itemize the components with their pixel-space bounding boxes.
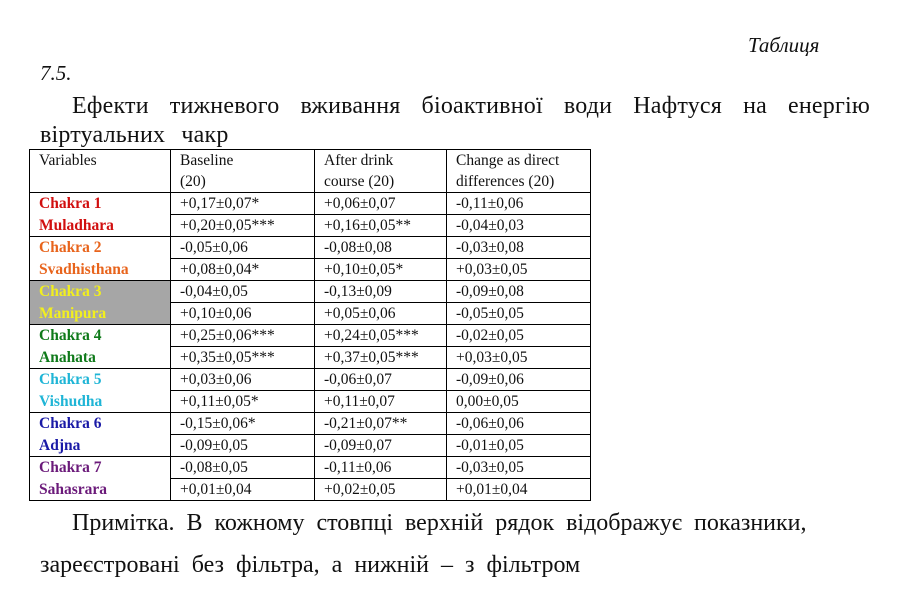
after-drink-cell: -0,08±0,08 [315,237,447,259]
chakra-name-label: Svadhisthana [30,259,171,281]
table-row [30,479,591,501]
table-row [30,413,591,435]
after-drink-cell: -0,06±0,07 [315,369,447,391]
baseline-cell: -0,15±0,06* [171,413,315,435]
table-row [30,215,591,237]
baseline-cell: -0,05±0,06 [171,237,315,259]
chakra-name-label: Adjna [30,435,171,457]
change-cell: -0,06±0,06 [447,413,591,435]
change-cell: -0,05±0,05 [447,303,591,325]
chakra-name-label: Muladhara [30,215,171,237]
after-drink-cell: +0,16±0,05** [315,215,447,237]
baseline-cell: +0,17±0,07* [171,193,315,215]
baseline-cell: +0,20±0,05*** [171,215,315,237]
change-cell: -0,01±0,05 [447,435,591,457]
chakra-name-label: Manipura [30,303,171,325]
header-baseline [171,150,315,193]
table-row [30,347,591,369]
header-after-drink-line2: course (20) [324,173,395,190]
header-baseline-line1: Baseline [180,152,234,169]
baseline-cell: +0,08±0,04* [171,259,315,281]
change-cell: +0,03±0,05 [447,347,591,369]
baseline-cell: +0,35±0,05*** [171,347,315,369]
change-cell: -0,09±0,08 [447,281,591,303]
header-change [447,150,591,193]
header-baseline-line2: (20) [180,173,206,190]
baseline-cell: +0,11±0,05* [171,391,315,413]
baseline-cell: +0,01±0,04 [171,479,315,501]
change-cell: -0,03±0,08 [447,237,591,259]
note-line-2: зареєстровані без фільтра, а нижній – з фільтром [40,552,581,578]
table-row [30,457,591,479]
table-caption-word: Таблиця [748,33,820,57]
after-drink-cell: +0,10±0,05* [315,259,447,281]
after-drink-cell: +0,24±0,05*** [315,325,447,347]
change-cell: +0,03±0,05 [447,259,591,281]
baseline-cell: +0,10±0,06 [171,303,315,325]
chakra-name-label: Sahasrara [30,479,171,501]
change-cell: -0,03±0,05 [447,457,591,479]
change-cell: +0,01±0,04 [447,479,591,501]
change-cell: 0,00±0,05 [447,391,591,413]
baseline-cell: -0,09±0,05 [171,435,315,457]
table-row [30,369,591,391]
header-variables-line1: Variables [39,152,97,169]
after-drink-cell: +0,37±0,05*** [315,347,447,369]
table-row [30,325,591,347]
after-drink-cell: +0,11±0,07 [315,391,447,413]
table-row [30,281,591,303]
baseline-cell: -0,04±0,05 [171,281,315,303]
header-change-line2: differences (20) [456,173,555,190]
table-header-row [30,150,591,193]
chakra-number-label: Chakra 3 [30,281,171,303]
header-after-drink-line1: After drink [324,152,394,169]
chakra-energy-table [29,149,591,501]
table-note [40,505,870,583]
chakra-number-label: Chakra 6 [30,413,171,435]
chakra-number-label: Chakra 7 [30,457,171,479]
after-drink-cell: -0,09±0,07 [315,435,447,457]
table-title: Ефекти тижневого вживання біоактивної води Нафтуся на енергію віртуальних чакр [40,93,870,148]
table-row [30,303,591,325]
after-drink-cell: +0,02±0,05 [315,479,447,501]
baseline-cell: +0,03±0,06 [171,369,315,391]
chakra-number-label: Chakra 5 [30,369,171,391]
header-after-drink [315,150,447,193]
change-cell: -0,11±0,06 [447,193,591,215]
header-variables [30,150,171,193]
baseline-cell: -0,08±0,05 [171,457,315,479]
note-line-1: Примітка. В кожному стовпці верхній рядок відображує показники, [72,510,807,536]
change-cell: -0,02±0,05 [447,325,591,347]
table-row [30,193,591,215]
chakra-name-label: Vishudha [30,391,171,413]
table-row [30,435,591,457]
after-drink-cell: +0,06±0,07 [315,193,447,215]
change-cell: -0,09±0,06 [447,369,591,391]
table-row [30,391,591,413]
table-row [30,259,591,281]
table-caption-number: 7.5. [40,61,72,85]
table-row [30,237,591,259]
chakra-number-label: Chakra 4 [30,325,171,347]
after-drink-cell: -0,21±0,07** [315,413,447,435]
after-drink-cell: -0,11±0,06 [315,457,447,479]
chakra-name-label: Anahata [30,347,171,369]
header-change-line1: Change as direct [456,152,560,169]
change-cell: -0,04±0,03 [447,215,591,237]
after-drink-cell: -0,13±0,09 [315,281,447,303]
chakra-number-label: Chakra 2 [30,237,171,259]
chakra-number-label: Chakra 1 [30,193,171,215]
baseline-cell: +0,25±0,06*** [171,325,315,347]
after-drink-cell: +0,05±0,06 [315,303,447,325]
